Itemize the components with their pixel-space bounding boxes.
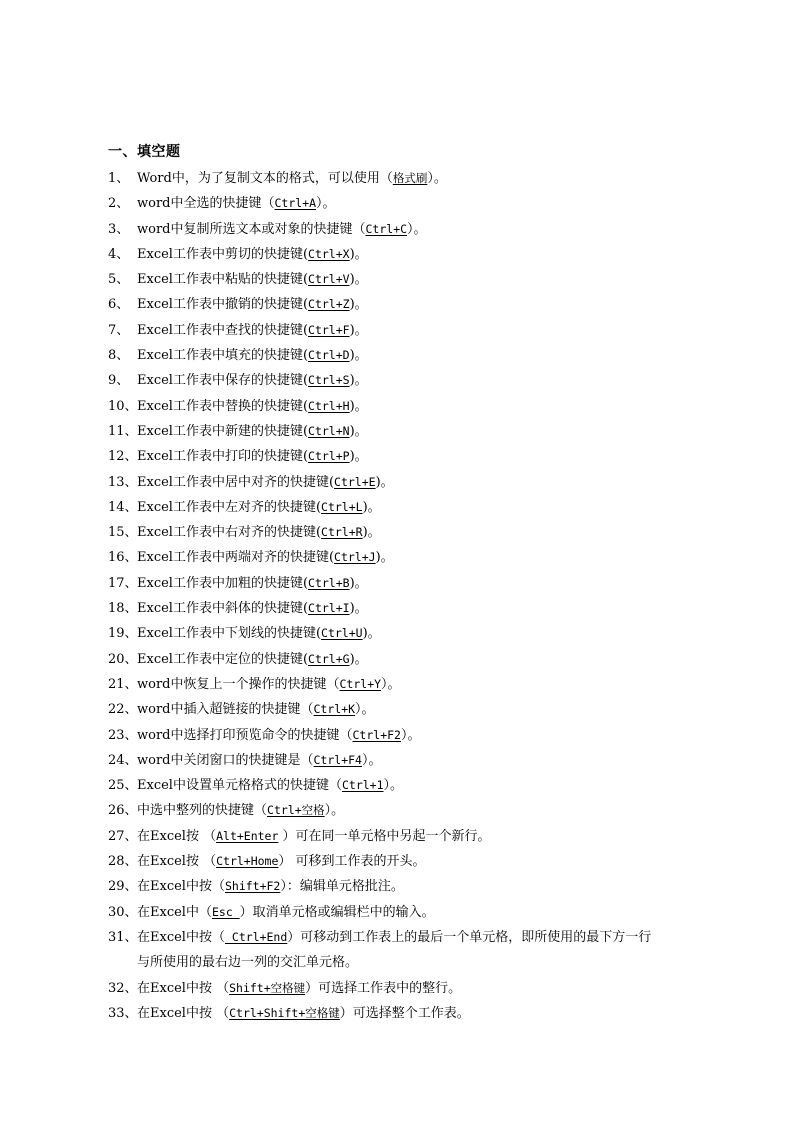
question-number: 28、 — [108, 854, 138, 870]
answer-text: Ctrl+K — [313, 702, 356, 717]
question-prefix: word中插入超链接的快捷键（ — [137, 702, 314, 718]
question-text — [137, 520, 381, 545]
question-prefix: Excel工作表中定位的快捷键( — [137, 651, 309, 667]
question-suffix: )。 — [349, 575, 368, 591]
answer-text: Ctrl+Z — [308, 297, 350, 312]
question-suffix: ） 可移到工作表的开头。 — [278, 854, 426, 870]
question-text — [137, 723, 420, 748]
question-item — [108, 318, 708, 343]
question-prefix: Excel工作表中居中对齐的快捷键( — [137, 474, 335, 490]
answer-text: Ctrl+F2 — [352, 727, 401, 742]
question-text — [137, 596, 368, 621]
question-prefix: Excel工作表中左对齐的快捷键( — [137, 499, 322, 515]
section-heading: 一、填空题 — [108, 144, 181, 160]
question-prefix: Excel工作表中查找的快捷键( — [137, 322, 309, 338]
question-prefix: 在Excel按 （ — [137, 828, 217, 844]
question-number: 21、 — [108, 676, 138, 692]
question-item — [108, 444, 708, 469]
question-text — [137, 166, 447, 191]
question-text — [137, 470, 394, 495]
question-text — [137, 419, 368, 444]
question-prefix: 在Excel中按 （ — [137, 980, 230, 996]
question-text — [137, 647, 368, 672]
question-item — [108, 419, 708, 444]
question-suffix: )。 — [349, 398, 368, 414]
question-prefix: word中恢复上一个操作的快捷键（ — [137, 676, 340, 692]
question-number: 23、 — [108, 727, 138, 743]
question-text — [137, 849, 426, 874]
question-text — [137, 697, 375, 722]
answer-text: Ctrl+Y — [339, 676, 382, 691]
question-number: 33、 — [108, 1005, 138, 1021]
question-number: 26、 — [108, 803, 138, 819]
question-text — [137, 267, 368, 292]
question-text — [137, 976, 461, 1001]
question-prefix: Excel工作表中新建的快捷键( — [137, 423, 309, 439]
question-text — [137, 343, 368, 368]
question-item — [108, 394, 708, 419]
question-suffix: ）可选择工作表中的整行。 — [305, 980, 462, 996]
question-text — [137, 672, 401, 697]
answer-text: Alt+Enter — [216, 828, 279, 843]
question-suffix: )。 — [362, 499, 381, 515]
question-prefix: Excel工作表中粘贴的快捷键( — [137, 272, 309, 288]
question-item — [108, 647, 708, 672]
question-prefix: 中选中整列的快捷键（ — [137, 803, 268, 819]
question-item — [108, 874, 708, 899]
question-item — [108, 925, 708, 976]
question-suffix: ）可选择整个工作表。 — [339, 1005, 470, 1021]
question-item — [108, 621, 708, 646]
question-number: 18、 — [108, 601, 138, 617]
answer-text: Ctrl+U — [321, 626, 363, 641]
question-text — [137, 545, 394, 570]
question-prefix: 在Excel中按（ — [137, 929, 225, 945]
question-number: 30、 — [108, 904, 138, 920]
answer-text: Esc — [211, 904, 240, 919]
question-item — [108, 900, 708, 925]
question-number: 17、 — [108, 575, 138, 591]
question-item — [108, 242, 708, 267]
question-number: 12、 — [108, 449, 138, 465]
question-number: 32、 — [108, 980, 138, 996]
question-prefix: 在Excel按 （ — [137, 854, 217, 870]
question-prefix: word中选择打印预览命令的快捷键（ — [137, 727, 353, 743]
question-item — [108, 697, 708, 722]
question-text — [137, 368, 368, 393]
question-suffix: ）。 — [355, 702, 375, 718]
question-item — [108, 217, 708, 242]
question-number: 19、 — [108, 626, 138, 642]
question-item — [108, 191, 708, 216]
question-continuation: 与所使用的最右边一列的交汇单元格。 — [137, 955, 359, 971]
answer-text: Ctrl+A — [274, 196, 317, 211]
question-suffix: ）：编辑单元格批注。 — [280, 879, 404, 895]
question-number: 9、 — [108, 373, 130, 389]
answer-text: Ctrl+P — [308, 449, 350, 464]
answer-text: Ctrl+B — [308, 575, 350, 590]
question-text — [137, 900, 435, 925]
question-suffix: )。 — [375, 474, 394, 490]
question-item — [108, 672, 708, 697]
question-text — [137, 394, 368, 419]
question-prefix: Excel工作表中右对齐的快捷键( — [137, 525, 322, 541]
question-list — [108, 166, 708, 1026]
question-item — [108, 748, 708, 773]
question-item — [108, 166, 708, 191]
question-prefix: Excel工作表中撤销的快捷键( — [137, 297, 309, 313]
question-number: 15、 — [108, 525, 138, 541]
answer-text: Ctrl+L — [321, 499, 363, 514]
question-prefix: Excel工作表中填充的快捷键( — [137, 348, 309, 364]
question-prefix: word中关闭窗口的快捷键是（ — [137, 752, 314, 768]
question-text — [137, 798, 344, 823]
answer-text: Ctrl+E — [334, 474, 376, 489]
question-prefix: Excel工作表中剪切的快捷键( — [137, 246, 309, 262]
question-suffix: ）。 — [383, 778, 404, 794]
answer-text: Ctrl+V — [308, 272, 350, 287]
question-suffix: )。 — [349, 297, 368, 313]
question-text — [137, 1001, 470, 1026]
answer-text: Ctrl+空格 — [267, 803, 325, 818]
question-number: 1、 — [108, 171, 130, 186]
question-text — [137, 191, 336, 216]
question-number: 2、 — [108, 196, 130, 212]
answer-text: Ctrl+J — [334, 550, 376, 565]
question-text — [137, 217, 427, 242]
question-prefix: 在Excel中按 （ — [137, 1005, 230, 1021]
answer-text: Ctrl+C — [365, 221, 408, 236]
question-number: 4、 — [108, 246, 130, 262]
question-number: 13、 — [108, 474, 138, 490]
question-suffix: )。 — [349, 272, 368, 288]
answer-text: Ctrl+G — [308, 651, 350, 666]
answer-text: Ctrl+Shift+空格键 — [229, 1005, 340, 1020]
question-suffix: )。 — [349, 348, 368, 364]
answer-text: Ctrl+N — [308, 423, 350, 438]
question-text — [137, 242, 368, 267]
question-item — [108, 798, 708, 823]
question-number: 6、 — [108, 297, 130, 313]
question-prefix: Excel工作表中保存的快捷键( — [137, 373, 309, 389]
answer-text: Ctrl+End — [224, 929, 288, 944]
question-prefix: Excel工作表中两端对齐的快捷键( — [137, 550, 335, 566]
question-item — [108, 520, 708, 545]
question-item — [108, 1001, 708, 1026]
question-text — [137, 292, 368, 317]
question-prefix: Excel工作表中加粗的快捷键( — [137, 575, 309, 591]
question-item — [108, 596, 708, 621]
question-prefix: Excel工作表中替换的快捷键( — [137, 398, 309, 414]
answer-text: Ctrl+S — [308, 373, 350, 388]
question-suffix: )。 — [349, 322, 368, 338]
question-text — [137, 444, 368, 469]
question-text — [137, 773, 403, 798]
answer-text: Ctrl+F — [308, 322, 350, 337]
question-item — [108, 571, 708, 596]
question-suffix: ）可移动到工作表上的最后一个单元格，即所使用的最下方一行 — [287, 929, 652, 945]
question-prefix: 在Excel中按（ — [137, 879, 225, 895]
question-suffix: )。 — [349, 449, 368, 465]
question-suffix: )。 — [349, 601, 368, 617]
question-item — [108, 849, 708, 874]
question-item — [108, 470, 708, 495]
answer-text: Ctrl+D — [308, 348, 350, 363]
question-prefix: word中全选的快捷键（ — [137, 196, 275, 212]
question-number: 16、 — [108, 550, 138, 566]
question-suffix: ）。 — [407, 221, 427, 237]
question-number: 20、 — [108, 651, 138, 667]
question-number: 8、 — [108, 348, 130, 364]
question-suffix: )。 — [375, 550, 394, 566]
question-item — [108, 343, 708, 368]
question-number: 25、 — [108, 778, 138, 794]
question-number: 29、 — [108, 879, 138, 895]
question-prefix: 在Excel中（ — [137, 904, 212, 920]
question-item — [108, 773, 708, 798]
question-number: 5、 — [108, 272, 130, 288]
answer-text: Ctrl+F4 — [313, 752, 362, 767]
question-number: 14、 — [108, 499, 138, 515]
question-number: 22、 — [108, 702, 138, 718]
answer-text: Ctrl+I — [308, 601, 350, 616]
question-suffix: )。 — [349, 246, 368, 262]
question-suffix: ）取消单元格或编辑栏中的输入。 — [239, 904, 435, 920]
answer-text: Ctrl+1 — [341, 778, 384, 793]
question-suffix: ）。 — [324, 803, 345, 819]
question-prefix: Excel工作表中打印的快捷键( — [137, 449, 309, 465]
question-suffix: ）。 — [361, 752, 382, 768]
question-text — [137, 571, 368, 596]
answer-text: Ctrl+H — [308, 398, 350, 413]
question-number: 27、 — [108, 828, 138, 844]
question-number: 10、 — [108, 398, 138, 414]
question-item — [108, 545, 708, 570]
question-suffix: ）。 — [316, 196, 336, 212]
answer-text: Shift+F2 — [224, 879, 281, 894]
question-text — [137, 621, 381, 646]
question-suffix: )。 — [362, 626, 381, 642]
question-text — [137, 318, 368, 343]
question-item — [108, 824, 708, 849]
question-prefix: Excel工作表中斜体的快捷键( — [137, 601, 309, 617]
question-number: 24、 — [108, 752, 138, 768]
question-number: 7、 — [108, 322, 130, 338]
question-suffix: ）。 — [427, 171, 447, 186]
question-suffix: )。 — [349, 651, 368, 667]
question-item — [108, 267, 708, 292]
question-number: 3、 — [108, 221, 130, 237]
question-suffix: ）。 — [381, 676, 401, 692]
question-text — [137, 748, 381, 773]
answer-text: Ctrl+Home — [216, 854, 279, 869]
question-text — [137, 925, 651, 976]
question-prefix: word中复制所选文本或对象的快捷键（ — [137, 221, 366, 237]
question-prefix: Word中，为了复制文本的格式，可以使用（ — [137, 171, 393, 186]
question-suffix: )。 — [349, 373, 368, 389]
answer-text: 格式刷 — [392, 171, 428, 185]
question-suffix: ）。 — [400, 727, 421, 743]
answer-text: Ctrl+X — [308, 246, 350, 261]
question-item — [108, 292, 708, 317]
question-suffix: ）可在同一单元格中另起一个新行。 — [278, 828, 491, 844]
question-number: 11、 — [108, 423, 138, 439]
question-prefix: Excel中设置单元格格式的快捷键（ — [137, 778, 342, 794]
answer-text: Ctrl+R — [321, 525, 363, 540]
question-item — [108, 723, 708, 748]
question-text — [137, 824, 491, 849]
question-item — [108, 976, 708, 1001]
question-suffix: )。 — [362, 525, 381, 541]
answer-text: Shift+空格键 — [229, 980, 306, 995]
question-text — [137, 495, 381, 520]
question-number: 31、 — [108, 929, 138, 945]
question-item — [108, 368, 708, 393]
question-suffix: )。 — [349, 423, 368, 439]
question-prefix: Excel工作表中下划线的快捷键( — [137, 626, 322, 642]
question-text — [137, 874, 404, 899]
question-item — [108, 495, 708, 520]
